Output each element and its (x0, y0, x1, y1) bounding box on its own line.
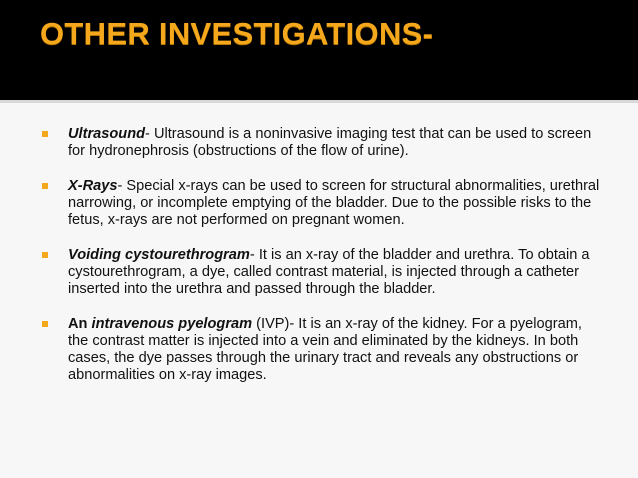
bullet-text: - It is an x-ray of the bladder and urethra. To obtain a cystourethrogram, a dye, called contrast material, is injected through a catheter inserted into the urethra and passed through the bladder. (68, 247, 590, 297)
title-divider (0, 100, 638, 103)
square-bullet-icon (42, 131, 48, 137)
square-bullet-icon (42, 252, 48, 258)
bullet-item-ultrasound (36, 126, 606, 160)
bullet-prefix: An (68, 316, 92, 332)
bullet-term: intravenous pyelogram (91, 316, 253, 332)
bullet-term: X-Rays (68, 178, 118, 194)
square-bullet-icon (42, 183, 48, 189)
bullet-list (36, 126, 606, 402)
bullet-text: - Special x-rays can be used to screen for structural abnormalities, urethral narrowing, or incomplete emptying of the bladder. Due to the possible risks to the fetus, x-rays are not performed on pregnant women. (68, 178, 600, 228)
bullet-text: (IVP)- It is an x-ray of the kidney. For a pyelogram, the contrast matter is injected into a vein and eliminated by the kidneys. In both cases, the dye passes through the urinary tract and reveals any obstructions or abnormalities on x-ray images. (68, 316, 582, 383)
bullet-item-intravenous-pyelogram (36, 316, 606, 384)
bullet-term: Ultrasound (68, 126, 146, 142)
title-bar (0, 0, 638, 100)
bullet-item-voiding-cystourethrogram (36, 247, 606, 298)
square-bullet-icon (42, 321, 48, 327)
bullet-text: - Ultrasound is a noninvasive imaging test that can be used to screen for hydronephrosis (obstructions of the flow of urine). (68, 126, 592, 159)
slide-title: OTHER INVESTIGATIONS- (40, 16, 434, 51)
bullet-term: Voiding cystourethrogram (68, 247, 250, 263)
bullet-item-x-rays (36, 178, 606, 229)
